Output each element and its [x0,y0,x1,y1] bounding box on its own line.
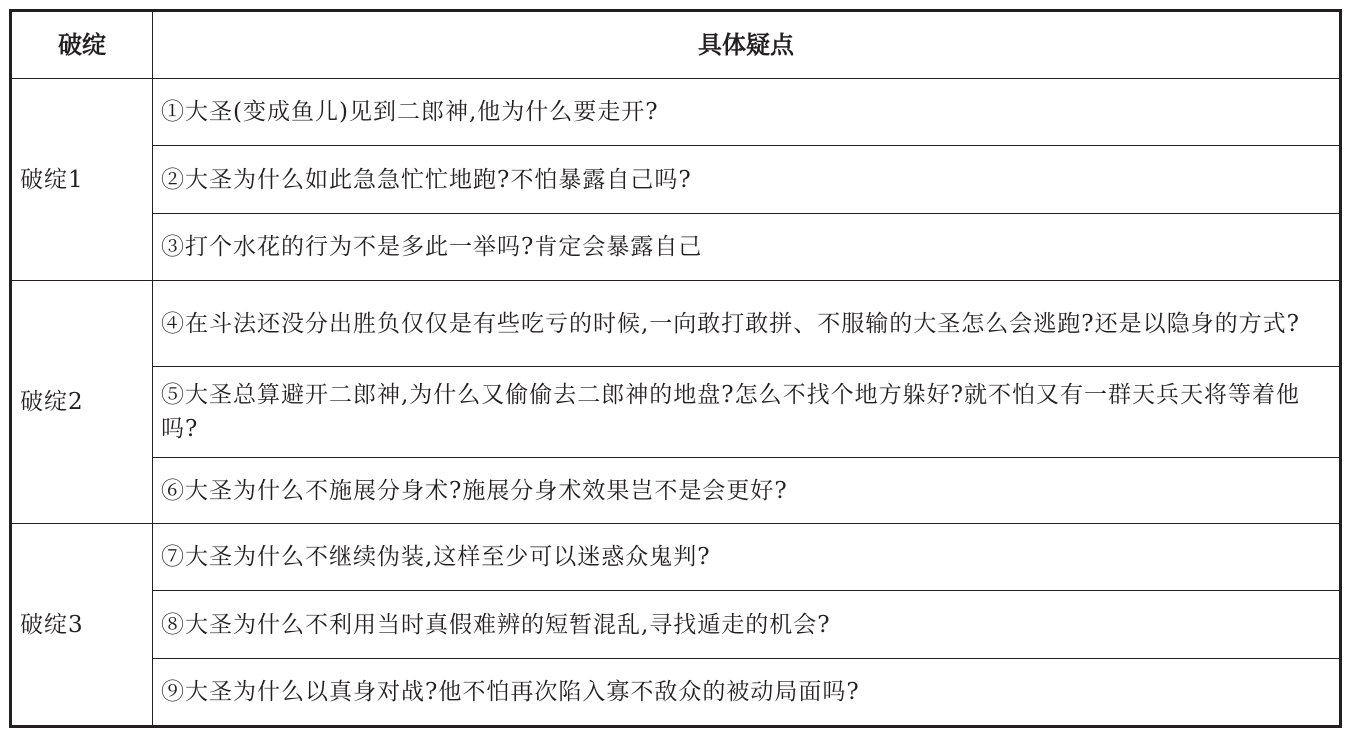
doubt-cell: ①大圣(变成鱼儿)见到二郎神,他为什么要走开? [153,79,1341,146]
doubt-cell: ⑨大圣为什么以真身对战?他不怕再次陷入寡不敌众的被动局面吗? [153,659,1341,727]
header-specific-doubts: 具体疑点 [153,11,1341,79]
doubt-cell: ⑥大圣为什么不施展分身术?施展分身术效果岂不是会更好? [153,458,1341,524]
flaw-group-label: 破绽2 [11,281,153,524]
doubt-cell: ④在斗法还没分出胜负仅仅是有些吃亏的时候,一向敢打敢拼、不服输的大圣怎么会逃跑?还是以隐身的方式? [153,281,1341,367]
doubt-cell: ⑧大圣为什么不利用当时真假难辨的短暂混乱,寻找遁走的机会? [153,591,1341,659]
flaw-group-label: 破绽3 [11,524,153,727]
doubt-cell: ②大圣为什么如此急急忙忙地跑?不怕暴露自己吗? [153,146,1341,214]
doubt-cell: ③打个水花的行为不是多此一举吗?肯定会暴露自己 [153,214,1341,281]
table-row [11,458,1341,524]
table-row [11,146,1341,214]
table-row [11,591,1341,659]
table-row [11,214,1341,281]
table-row [11,367,1341,458]
table-row [11,281,1341,367]
table-row [11,524,1341,591]
doubt-cell: ⑤大圣总算避开二郎神,为什么又偷偷去二郎神的地盘?怎么不找个地方躲好?就不怕又有一群天兵天将等着他吗? [153,367,1341,458]
table-header-row [11,11,1341,79]
table-row [11,79,1341,146]
doubts-table [9,9,1342,728]
doubt-cell: ⑦大圣为什么不继续伪装,这样至少可以迷惑众鬼判? [153,524,1341,591]
table-row [11,659,1341,727]
flaw-group-label: 破绽1 [11,79,153,281]
header-flaw: 破绽 [11,11,153,79]
